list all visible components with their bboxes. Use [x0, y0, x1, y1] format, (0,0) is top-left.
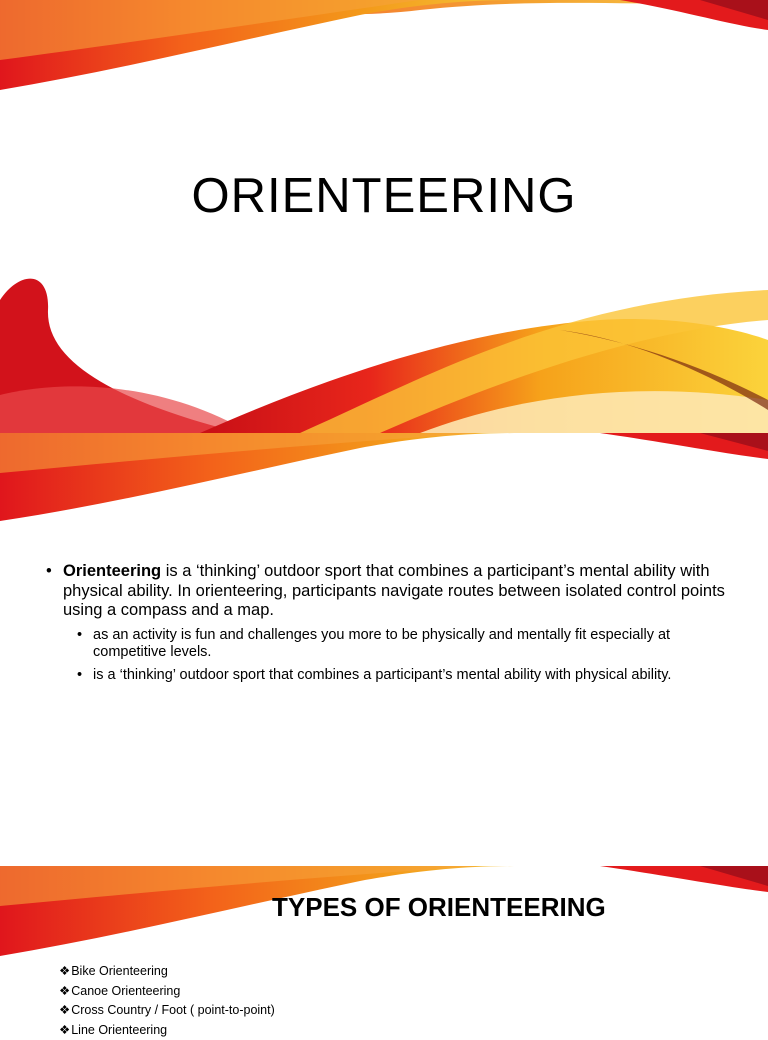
slide-title: ORIENTEERING — [0, 168, 768, 224]
list-item: ❖Cross Country / Foot ( point-to-point) — [59, 1001, 275, 1021]
list-item: ❖Line Orienteering — [59, 1021, 275, 1040]
definition-slide — [0, 433, 768, 865]
sub-bullet-text: as an activity is fun and challenges you more to be physically and mentally fit especially at competitive levels. — [93, 627, 670, 660]
diamond-bullet-icon: ❖ — [59, 984, 70, 998]
bullet-icon: • — [46, 562, 52, 582]
bold-term: Orienteering — [63, 562, 161, 580]
sub-bullet-text: is a ‘thinking’ outdoor sport that combines a participant’s mental ability with physical ability. — [93, 667, 671, 683]
diamond-bullet-icon: ❖ — [59, 1023, 70, 1037]
slide-body — [46, 562, 736, 684]
list-item: ❖Canoe Orienteering — [59, 982, 275, 1002]
types-slide — [0, 866, 768, 1024]
top-wave-decoration — [0, 433, 768, 533]
sub-bullet — [46, 667, 736, 684]
bullet-icon: • — [77, 667, 82, 684]
types-list — [59, 962, 275, 1040]
diamond-bullet-icon: ❖ — [59, 964, 70, 978]
sub-bullet — [46, 627, 736, 661]
slide-title: TYPES OF ORIENTEERING — [272, 892, 606, 923]
title-slide — [0, 0, 768, 433]
main-bullet — [46, 562, 736, 621]
diamond-bullet-icon: ❖ — [59, 1003, 70, 1017]
list-item: ❖Bike Orienteering — [59, 962, 275, 982]
main-bullet-text: is a ‘thinking’ outdoor sport that combines a participant’s mental ability with physical ability. In orienteering, participants navigate routes between isolated control points using a compass and a map. — [63, 562, 725, 619]
bullet-icon: • — [77, 627, 82, 644]
